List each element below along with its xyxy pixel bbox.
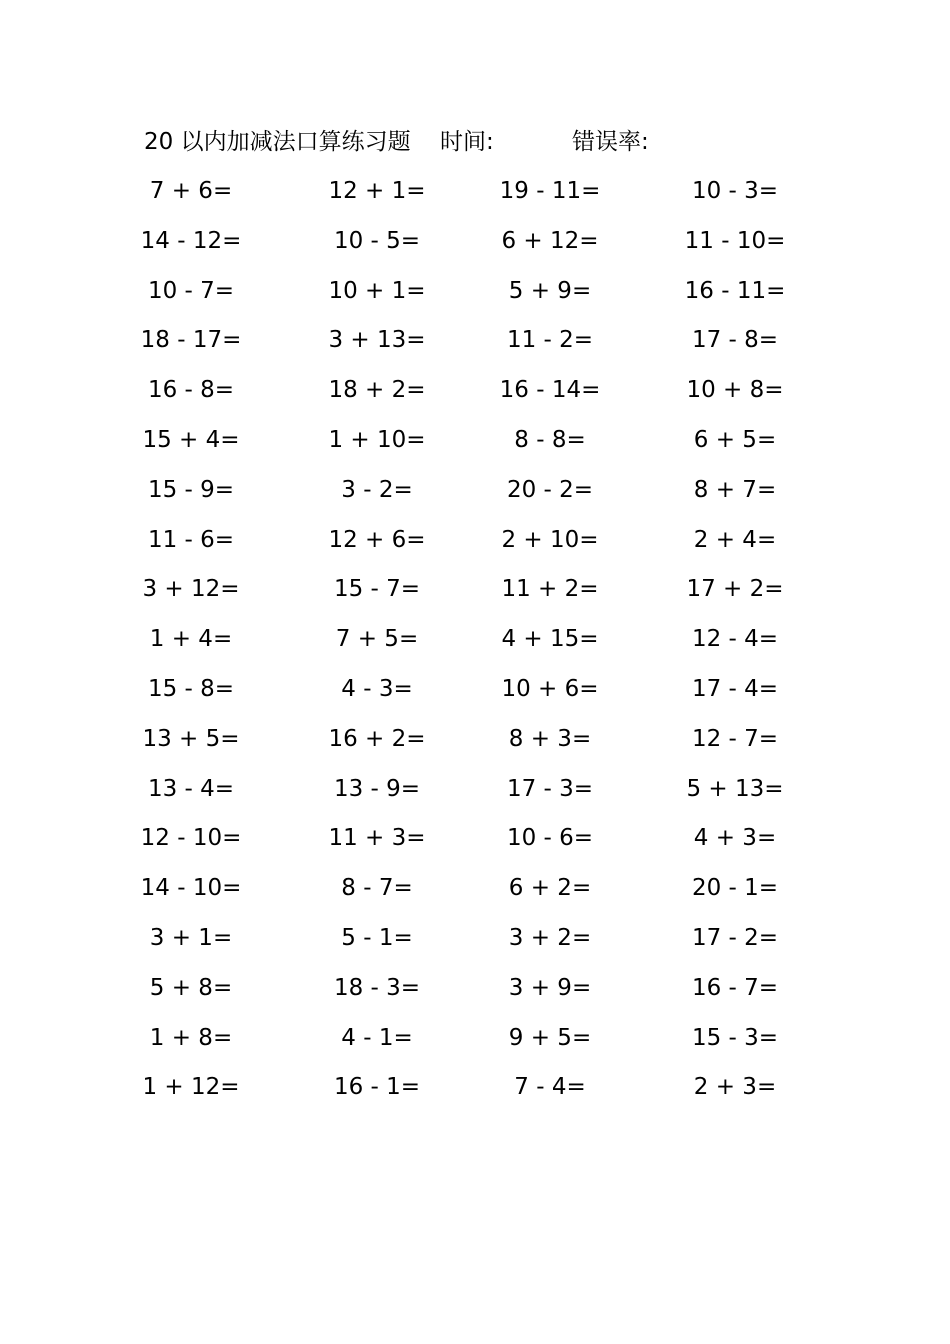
arithmetic-problem: 3 + 13= — [328, 327, 426, 354]
problem-row — [0, 573, 950, 623]
arithmetic-problem: 11 - 2= — [506, 327, 594, 354]
arithmetic-problem: 3 + 9= — [508, 974, 592, 1001]
problem-row — [0, 374, 950, 424]
arithmetic-problem: 16 - 11= — [684, 277, 786, 304]
arithmetic-problem: 12 - 7= — [691, 725, 779, 752]
arithmetic-problem: 1 + 8= — [149, 1024, 233, 1051]
arithmetic-problem: 15 - 7= — [333, 576, 421, 603]
arithmetic-problem: 3 + 1= — [149, 924, 233, 951]
arithmetic-problem: 13 + 5= — [142, 725, 240, 752]
arithmetic-problem: 2 + 3= — [693, 1074, 777, 1101]
error-rate-label: 错误率: — [572, 129, 649, 155]
arithmetic-problem: 17 - 4= — [691, 675, 779, 702]
arithmetic-problem: 11 + 3= — [328, 825, 426, 852]
arithmetic-problem: 18 - 17= — [140, 327, 242, 354]
problem-row — [0, 773, 950, 823]
arithmetic-problem: 12 - 4= — [691, 626, 779, 653]
problem-row — [0, 922, 950, 972]
arithmetic-problem: 8 + 3= — [508, 725, 592, 752]
worksheet-header — [144, 126, 844, 158]
arithmetic-problem: 12 + 6= — [328, 526, 426, 553]
arithmetic-problem: 7 + 6= — [149, 178, 233, 204]
arithmetic-problem: 17 - 2= — [691, 924, 779, 951]
arithmetic-problem: 5 + 13= — [686, 775, 784, 802]
arithmetic-problem: 18 + 2= — [328, 377, 426, 404]
arithmetic-problem: 5 + 8= — [149, 974, 233, 1001]
arithmetic-problem: 7 + 5= — [335, 626, 419, 653]
problem-row — [0, 972, 950, 1022]
arithmetic-problem: 14 - 12= — [140, 227, 242, 254]
arithmetic-problem: 13 - 9= — [333, 775, 421, 802]
problem-row — [0, 723, 950, 773]
arithmetic-problem: 6 + 5= — [693, 426, 777, 453]
arithmetic-problem: 1 + 12= — [142, 1074, 240, 1101]
arithmetic-problem: 10 - 7= — [147, 277, 235, 304]
arithmetic-problem: 16 - 14= — [499, 377, 601, 404]
arithmetic-problem: 11 - 6= — [147, 526, 235, 553]
arithmetic-problem: 10 + 1= — [328, 277, 426, 304]
arithmetic-problem: 16 - 1= — [333, 1074, 421, 1101]
arithmetic-problem: 17 - 3= — [506, 775, 594, 802]
arithmetic-problem: 13 - 4= — [147, 775, 235, 802]
arithmetic-problem: 7 - 4= — [514, 1074, 586, 1101]
arithmetic-problem: 1 + 4= — [149, 626, 233, 653]
arithmetic-problem: 20 - 1= — [691, 875, 779, 902]
arithmetic-problem: 10 - 6= — [506, 825, 594, 852]
problem-row — [0, 1071, 950, 1121]
arithmetic-problem: 14 - 10= — [140, 875, 242, 902]
arithmetic-problem: 11 + 2= — [501, 576, 599, 603]
arithmetic-problem: 18 - 3= — [333, 974, 421, 1001]
arithmetic-problem: 2 + 4= — [693, 526, 777, 553]
problem-row — [0, 474, 950, 524]
arithmetic-problem: 5 + 9= — [508, 277, 592, 304]
arithmetic-problem: 9 + 5= — [508, 1024, 592, 1051]
problem-row — [0, 225, 950, 275]
problem-row — [0, 424, 950, 474]
arithmetic-problem: 12 - 10= — [140, 825, 242, 852]
arithmetic-problem: 10 + 6= — [501, 675, 599, 702]
arithmetic-problem: 10 + 8= — [686, 377, 784, 404]
arithmetic-problem: 16 - 7= — [691, 974, 779, 1001]
arithmetic-problem: 4 - 1= — [341, 1024, 413, 1051]
problem-row — [0, 1022, 950, 1072]
arithmetic-problem: 16 + 2= — [328, 725, 426, 752]
arithmetic-problem: 4 + 3= — [693, 825, 777, 852]
worksheet-title: 20 以内加减法口算练习题 — [144, 129, 411, 155]
arithmetic-problem: 16 - 8= — [147, 377, 235, 404]
problem-row — [0, 324, 950, 374]
arithmetic-problem: 1 + 10= — [328, 426, 426, 453]
arithmetic-problem: 17 - 8= — [691, 327, 779, 354]
arithmetic-problem: 17 + 2= — [686, 576, 784, 603]
arithmetic-problem: 4 + 15= — [501, 626, 599, 653]
problem-row — [0, 872, 950, 922]
arithmetic-problem: 19 - 11= — [499, 178, 601, 204]
problem-row — [0, 175, 950, 225]
arithmetic-problem: 15 + 4= — [142, 426, 240, 453]
arithmetic-problem: 3 + 2= — [508, 924, 592, 951]
problem-row — [0, 275, 950, 325]
arithmetic-problem: 3 + 12= — [142, 576, 240, 603]
problem-row — [0, 623, 950, 673]
arithmetic-problem: 11 - 10= — [684, 227, 786, 254]
arithmetic-problem: 10 - 5= — [333, 227, 421, 254]
problem-grid — [0, 175, 950, 1121]
problem-row — [0, 673, 950, 723]
arithmetic-problem: 8 - 7= — [341, 875, 413, 902]
problem-row — [0, 524, 950, 574]
arithmetic-problem: 15 - 8= — [147, 675, 235, 702]
arithmetic-problem: 6 + 2= — [508, 875, 592, 902]
arithmetic-problem: 10 - 3= — [691, 178, 779, 204]
arithmetic-problem: 20 - 2= — [506, 476, 594, 503]
arithmetic-problem: 4 - 3= — [341, 675, 413, 702]
arithmetic-problem: 6 + 12= — [501, 227, 599, 254]
arithmetic-problem: 8 + 7= — [693, 476, 777, 503]
arithmetic-problem: 2 + 10= — [501, 526, 599, 553]
arithmetic-problem: 15 - 3= — [691, 1024, 779, 1051]
problem-row — [0, 822, 950, 872]
arithmetic-problem: 15 - 9= — [147, 476, 235, 503]
time-label: 时间: — [440, 129, 494, 155]
arithmetic-problem: 3 - 2= — [341, 476, 413, 503]
arithmetic-problem: 5 - 1= — [341, 924, 413, 951]
arithmetic-problem: 12 + 1= — [328, 178, 426, 204]
arithmetic-problem: 8 - 8= — [514, 426, 586, 453]
